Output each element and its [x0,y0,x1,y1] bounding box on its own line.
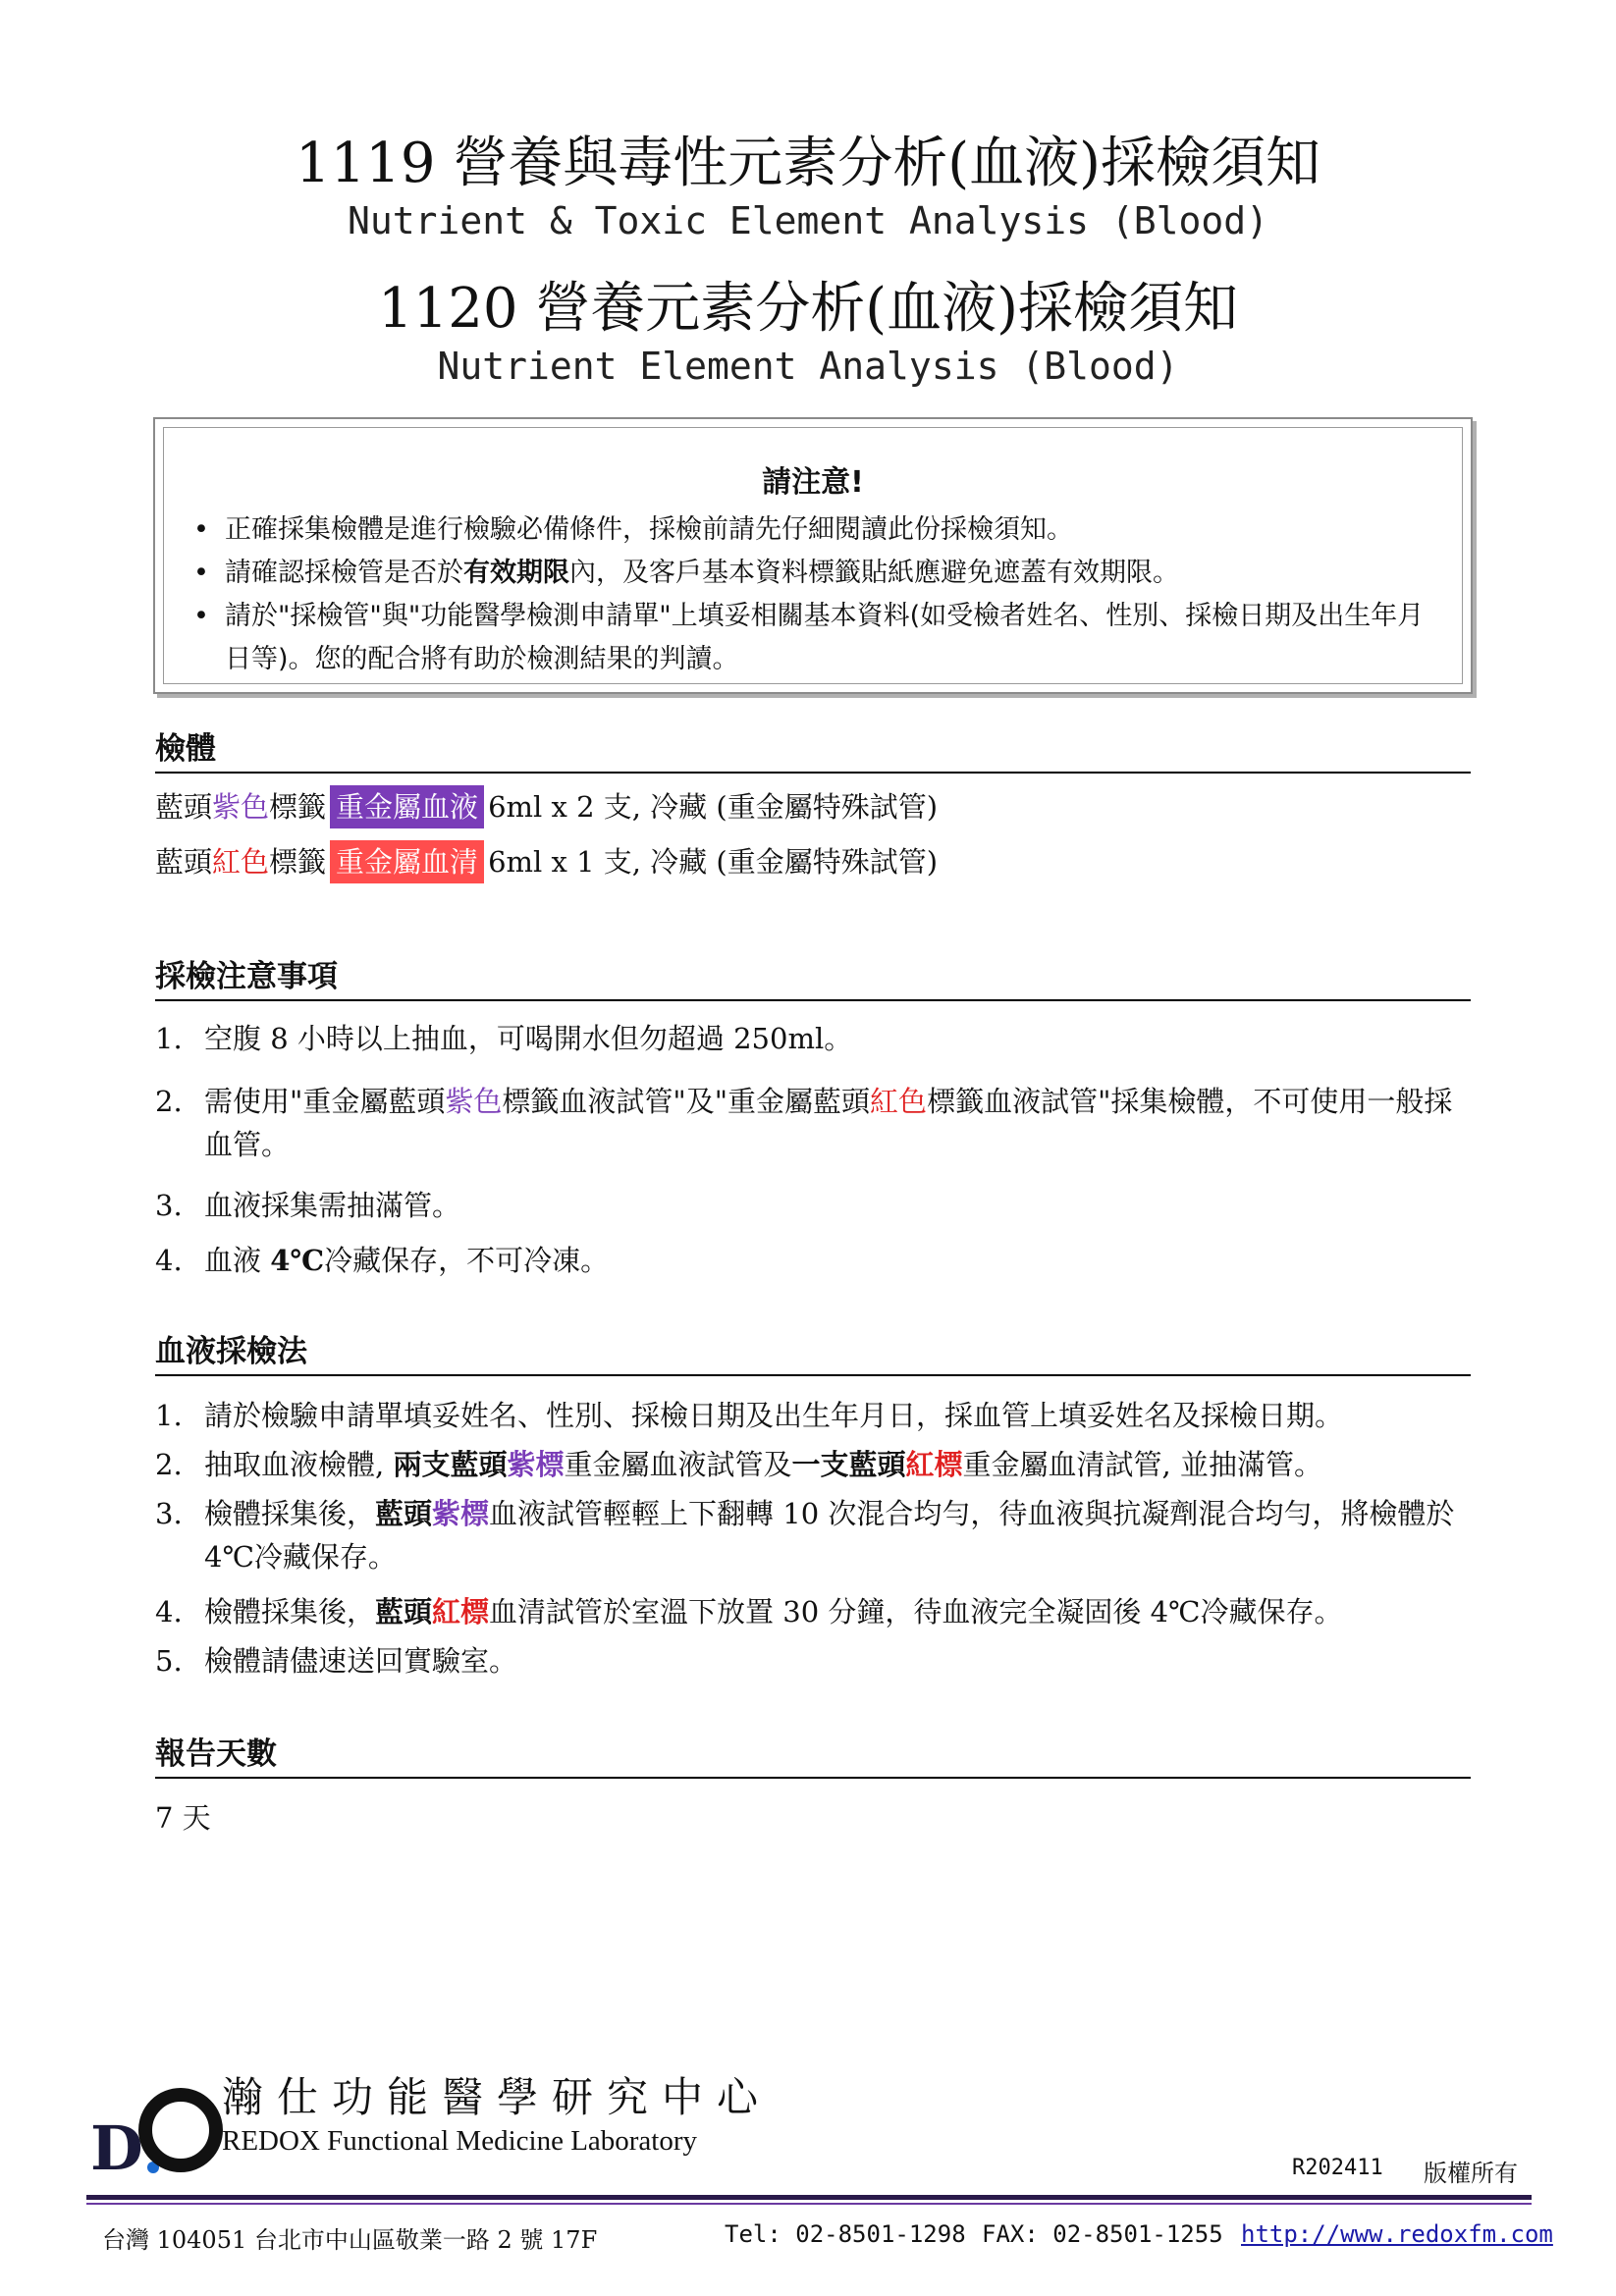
footer-tel: Tel: 02-8501-1298 [725,2220,966,2248]
specimen-row-red: 藍頭紅色標籤 重金屬血清 6ml x 1 支, 冷藏 (重金屬特殊試管) [155,840,938,883]
bullet-icon: • [193,514,209,545]
method-item-4: 4. 檢體採集後，藍頭紅標血清試管於室溫下放置 30 分鐘，待血液完全凝固後 4℃冷藏保存。 [155,1595,1343,1629]
bullet-icon: • [193,558,209,588]
precaution-item-3: 3. 血液採集需抽滿管。 [155,1189,461,1222]
footer-address: 台灣 104051 台北市中山區敬業一路 2 號 17F [102,2226,598,2254]
report-days: 7 天 [155,1801,211,1835]
method-item-3: 3. 檢體採集後，藍頭紫標血液試管輕輕上下翻轉 10 次混合均勻，待血液與抗凝劑混合均勻，將檢體於 4℃冷藏保存。 [155,1497,1455,1574]
footer-divider [86,2195,1532,2200]
copyright-notice: 版權所有 [1424,2160,1518,2187]
precautions-heading: 採檢注意事項 [155,956,1471,1001]
org-name-zh: 瀚仕功能醫學研究中心 [222,2073,773,2121]
title-1120-zh: 1120 營養元素分析(血液)採檢須知 [377,277,1238,341]
report-heading: 報告天數 [155,1734,1471,1779]
title-1119-en: Nutrient & Toxic Element Analysis (Blood) [348,199,1268,242]
method-item-2: 2. 抽取血液檢體, 兩支藍頭紫標重金屬血液試管及一支藍頭紅標重金屬血清試管, 並抽滿管。 [155,1448,1322,1481]
notice-inner-frame [163,427,1463,684]
svg-text:D: D [90,2112,143,2179]
tag-heavy-metal-serum: 重金屬血清 [330,840,484,883]
specimen-row-purple: 藍頭紫色標籤 重金屬血液 6ml x 2 支, 冷藏 (重金屬特殊試管) [155,785,938,828]
method-heading: 血液採檢法 [155,1331,1471,1376]
title-1119-zh: 1119 營養與毒性元素分析(血液)採檢須知 [295,132,1320,195]
footer-divider-accent [86,2203,1532,2205]
precaution-item-2: 2. 需使用"重金屬藍頭紫色標籤血液試管"及"重金屬藍頭紅色標籤血液試管"採集檢體，不可使用一般採血管。 [155,1085,1453,1161]
redox-logo-icon [90,2071,228,2179]
document-code: R202411 [1292,2156,1383,2180]
org-name-en: REDOX Functional Medicine Laboratory [222,2125,698,2157]
precaution-item-4: 4. 血液 4℃冷藏保存，不可冷凍。 [155,1244,610,1277]
footer-fax: FAX: 02-8501-1255 [982,2220,1223,2248]
footer-website-link[interactable]: http://www.redoxfm.com [1241,2220,1553,2248]
precaution-item-1: 1. 空腹 8 小時以上抽血，可喝開水但勿超過 250ml。 [155,1022,853,1055]
method-item-5: 5. 檢體請儘速送回實驗室。 [155,1644,518,1678]
notice-bullet-2: • 請確認採檢管是否於有效期限內，及客戶基本資料標籤貼紙應避免遮蓋有效期限。 [193,552,1430,595]
bullet-icon: • [193,601,209,631]
notice-bullet-3: • 請於"採檢管"與"功能醫學檢測申請單"上填妥相關基本資料(如受檢者姓名、性別、採檢日期及出生年月日等)。您的配合將有助於檢測結果的判讀。 [193,595,1430,681]
expiry-emphasis: 有效期限 [463,558,569,588]
method-item-1: 1. 請於檢驗申請單填妥姓名、性別、採檢日期及出生年月日，採血管上填妥姓名及採檢日期。 [155,1399,1344,1432]
notice-bullet-1: • 正確採集檢體是進行檢驗必備條件，採檢前請先仔細閱讀此份採檢須知。 [193,508,1430,552]
title-1120-en: Nutrient Element Analysis (Blood) [437,345,1179,388]
notice-title: 請注意! [762,465,864,500]
tag-heavy-metal-blood: 重金屬血液 [330,785,484,828]
notice-box [153,417,1473,694]
specimen-heading: 檢體 [155,728,1471,774]
